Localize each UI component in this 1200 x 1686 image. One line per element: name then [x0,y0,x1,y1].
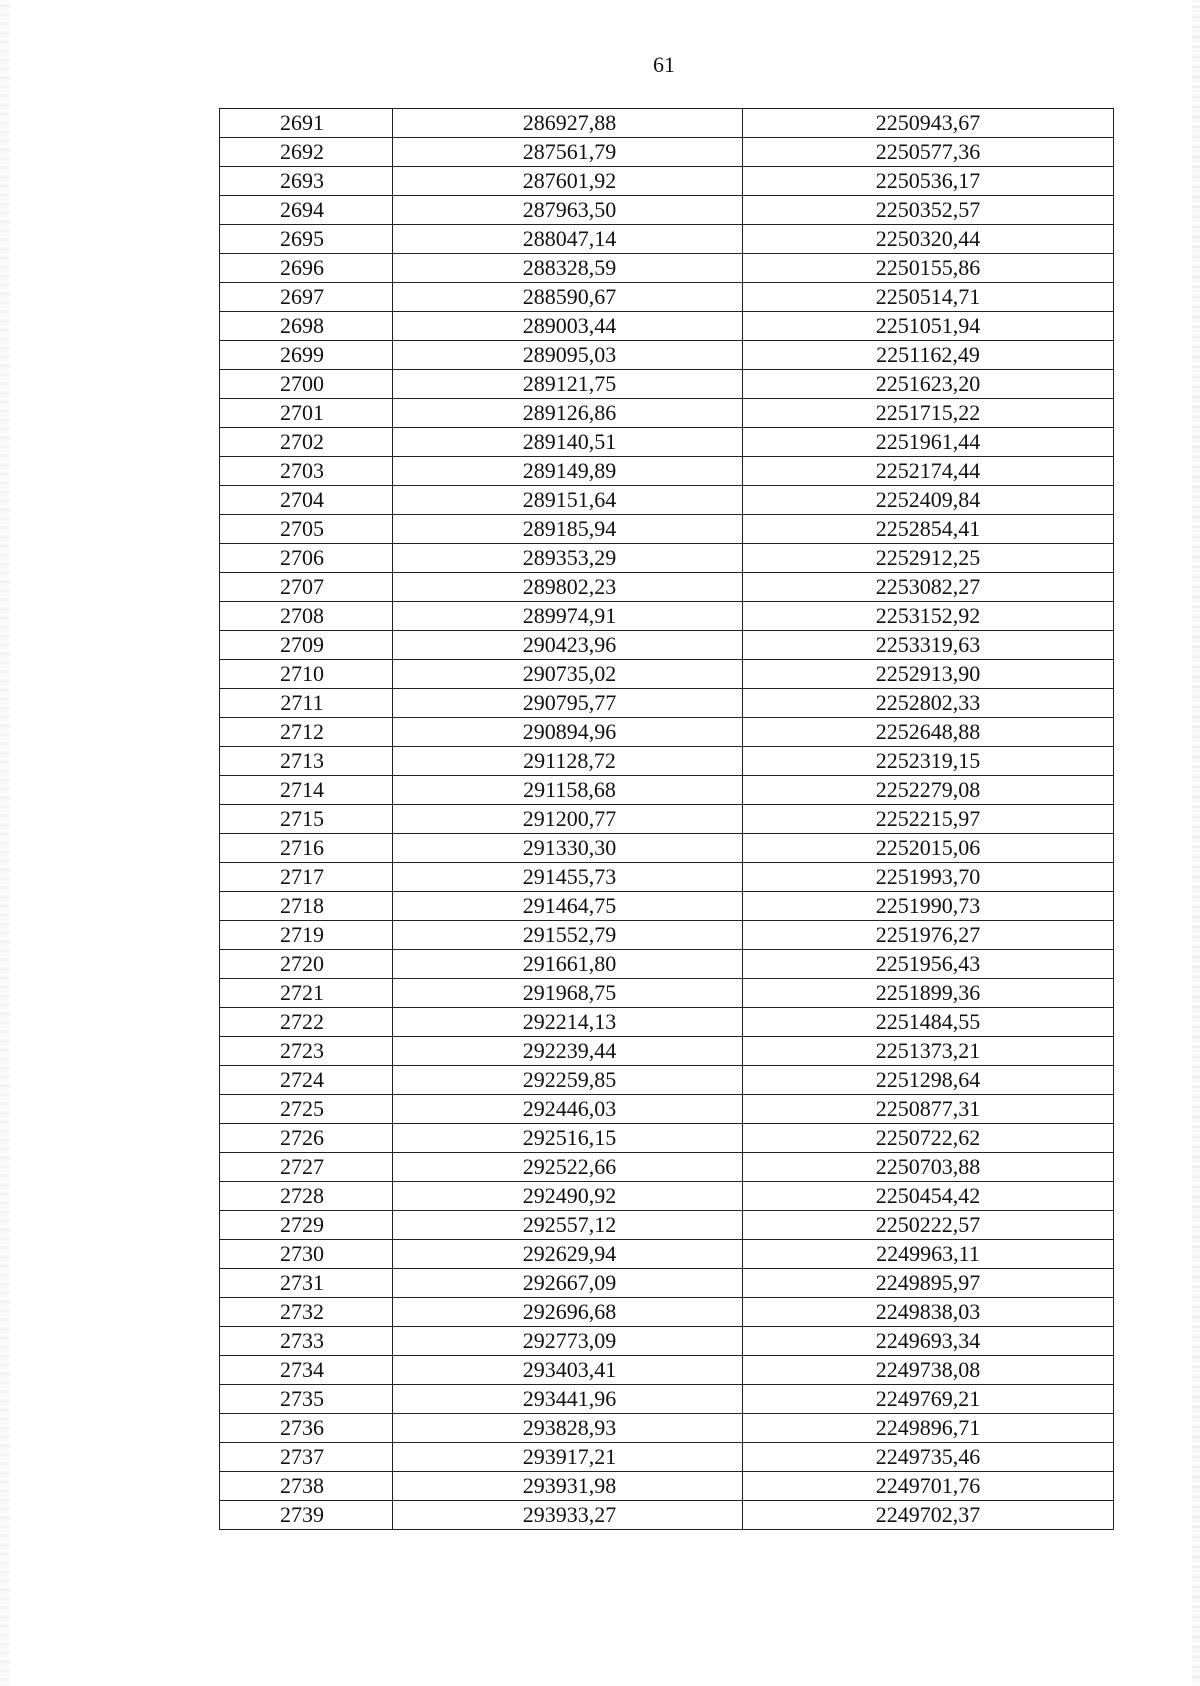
y-coordinate-cell: 2249693,34 [743,1327,1114,1356]
table-row [220,1269,1114,1298]
x-coordinate-cell: 292773,09 [393,1327,743,1356]
y-coordinate-cell: 2249895,97 [743,1269,1114,1298]
point-number-cell: 2706 [220,544,393,573]
table-row [220,1095,1114,1124]
table-row [220,312,1114,341]
point-number-cell: 2737 [220,1443,393,1472]
table-row [220,370,1114,399]
x-coordinate-cell: 289802,23 [393,573,743,602]
y-coordinate-cell: 2252648,88 [743,718,1114,747]
table-row [220,399,1114,428]
x-coordinate-cell: 292214,13 [393,1008,743,1037]
x-coordinate-cell: 289140,51 [393,428,743,457]
y-coordinate-cell: 2251956,43 [743,950,1114,979]
point-number-cell: 2712 [220,718,393,747]
y-coordinate-cell: 2249896,71 [743,1414,1114,1443]
y-coordinate-cell: 2251373,21 [743,1037,1114,1066]
point-number-cell: 2736 [220,1414,393,1443]
y-coordinate-cell: 2250536,17 [743,167,1114,196]
point-number-cell: 2700 [220,370,393,399]
y-coordinate-cell: 2251715,22 [743,399,1114,428]
x-coordinate-cell: 293441,96 [393,1385,743,1414]
table-row [220,689,1114,718]
y-coordinate-cell: 2252015,06 [743,834,1114,863]
x-coordinate-cell: 290423,96 [393,631,743,660]
point-number-cell: 2699 [220,341,393,370]
x-coordinate-cell: 288590,67 [393,283,743,312]
table-row [220,544,1114,573]
point-number-cell: 2724 [220,1066,393,1095]
point-number-cell: 2735 [220,1385,393,1414]
point-number-cell: 2697 [220,283,393,312]
y-coordinate-cell: 2250877,31 [743,1095,1114,1124]
table-row [220,1356,1114,1385]
x-coordinate-cell: 291200,77 [393,805,743,834]
table-row [220,1501,1114,1530]
y-coordinate-cell: 2251976,27 [743,921,1114,950]
x-coordinate-cell: 289126,86 [393,399,743,428]
point-number-cell: 2731 [220,1269,393,1298]
table-row [220,776,1114,805]
x-coordinate-cell: 289149,89 [393,457,743,486]
table-row [220,1182,1114,1211]
x-coordinate-cell: 291158,68 [393,776,743,805]
x-coordinate-cell: 293917,21 [393,1443,743,1472]
table-row [220,1327,1114,1356]
point-number-cell: 2722 [220,1008,393,1037]
x-coordinate-cell: 289095,03 [393,341,743,370]
table-row [220,428,1114,457]
y-coordinate-cell: 2252215,97 [743,805,1114,834]
point-number-cell: 2713 [220,747,393,776]
x-coordinate-cell: 293828,93 [393,1414,743,1443]
x-coordinate-cell: 289003,44 [393,312,743,341]
point-number-cell: 2721 [220,979,393,1008]
x-coordinate-cell: 291968,75 [393,979,743,1008]
y-coordinate-cell: 2249702,37 [743,1501,1114,1530]
x-coordinate-cell: 291330,30 [393,834,743,863]
y-coordinate-cell: 2250454,42 [743,1182,1114,1211]
table-row [220,1414,1114,1443]
table-row [220,1443,1114,1472]
table-row [220,1008,1114,1037]
point-number-cell: 2711 [220,689,393,718]
y-coordinate-cell: 2252279,08 [743,776,1114,805]
x-coordinate-cell: 289974,91 [393,602,743,631]
point-number-cell: 2695 [220,225,393,254]
point-number-cell: 2726 [220,1124,393,1153]
y-coordinate-cell: 2253082,27 [743,573,1114,602]
point-number-cell: 2725 [220,1095,393,1124]
y-coordinate-cell: 2251990,73 [743,892,1114,921]
point-number-cell: 2698 [220,312,393,341]
y-coordinate-cell: 2252912,25 [743,544,1114,573]
y-coordinate-cell: 2250722,62 [743,1124,1114,1153]
point-number-cell: 2738 [220,1472,393,1501]
y-coordinate-cell: 2250943,67 [743,109,1114,138]
coordinates-table [219,108,1114,1530]
table-row [220,1240,1114,1269]
table-row [220,863,1114,892]
x-coordinate-cell: 292696,68 [393,1298,743,1327]
table-row [220,515,1114,544]
x-coordinate-cell: 288328,59 [393,254,743,283]
table-row [220,1211,1114,1240]
point-number-cell: 2691 [220,109,393,138]
table-row [220,573,1114,602]
y-coordinate-cell: 2252913,90 [743,660,1114,689]
x-coordinate-cell: 287561,79 [393,138,743,167]
x-coordinate-cell: 290795,77 [393,689,743,718]
x-coordinate-cell: 291552,79 [393,921,743,950]
point-number-cell: 2704 [220,486,393,515]
point-number-cell: 2716 [220,834,393,863]
y-coordinate-cell: 2253152,92 [743,602,1114,631]
x-coordinate-cell: 293933,27 [393,1501,743,1530]
x-coordinate-cell: 292490,92 [393,1182,743,1211]
table-row [220,718,1114,747]
point-number-cell: 2701 [220,399,393,428]
y-coordinate-cell: 2250577,36 [743,138,1114,167]
x-coordinate-cell: 292516,15 [393,1124,743,1153]
y-coordinate-cell: 2250155,86 [743,254,1114,283]
y-coordinate-cell: 2251961,44 [743,428,1114,457]
table-row [220,341,1114,370]
point-number-cell: 2694 [220,196,393,225]
table-row [220,979,1114,1008]
y-coordinate-cell: 2252854,41 [743,515,1114,544]
x-coordinate-cell: 289151,64 [393,486,743,515]
y-coordinate-cell: 2251298,64 [743,1066,1114,1095]
y-coordinate-cell: 2252409,84 [743,486,1114,515]
point-number-cell: 2723 [220,1037,393,1066]
table-row [220,805,1114,834]
x-coordinate-cell: 286927,88 [393,109,743,138]
y-coordinate-cell: 2249963,11 [743,1240,1114,1269]
y-coordinate-cell: 2250320,44 [743,225,1114,254]
point-number-cell: 2733 [220,1327,393,1356]
table-row [220,167,1114,196]
point-number-cell: 2718 [220,892,393,921]
table-row [220,602,1114,631]
x-coordinate-cell: 287963,50 [393,196,743,225]
point-number-cell: 2714 [220,776,393,805]
table-row [220,1472,1114,1501]
x-coordinate-cell: 293931,98 [393,1472,743,1501]
table-row [220,283,1114,312]
x-coordinate-cell: 289353,29 [393,544,743,573]
table-row [220,892,1114,921]
scan-edge-left [0,0,10,1686]
table-row [220,109,1114,138]
y-coordinate-cell: 2250352,57 [743,196,1114,225]
y-coordinate-cell: 2251899,36 [743,979,1114,1008]
x-coordinate-cell: 292629,94 [393,1240,743,1269]
x-coordinate-cell: 290894,96 [393,718,743,747]
table-row [220,1037,1114,1066]
x-coordinate-cell: 291128,72 [393,747,743,776]
point-number-cell: 2703 [220,457,393,486]
x-coordinate-cell: 292446,03 [393,1095,743,1124]
point-number-cell: 2730 [220,1240,393,1269]
x-coordinate-cell: 290735,02 [393,660,743,689]
point-number-cell: 2729 [220,1211,393,1240]
y-coordinate-cell: 2249838,03 [743,1298,1114,1327]
point-number-cell: 2728 [220,1182,393,1211]
y-coordinate-cell: 2252802,33 [743,689,1114,718]
y-coordinate-cell: 2251623,20 [743,370,1114,399]
x-coordinate-cell: 289185,94 [393,515,743,544]
point-number-cell: 2734 [220,1356,393,1385]
y-coordinate-cell: 2250514,71 [743,283,1114,312]
point-number-cell: 2732 [220,1298,393,1327]
x-coordinate-cell: 292667,09 [393,1269,743,1298]
table-row [220,1153,1114,1182]
point-number-cell: 2715 [220,805,393,834]
point-number-cell: 2707 [220,573,393,602]
table-row [220,254,1114,283]
page-number: 61 [653,52,675,77]
point-number-cell: 2702 [220,428,393,457]
table-row [220,1385,1114,1414]
y-coordinate-cell: 2249769,21 [743,1385,1114,1414]
x-coordinate-cell: 288047,14 [393,225,743,254]
table-row [220,138,1114,167]
x-coordinate-cell: 292239,44 [393,1037,743,1066]
table-row [220,747,1114,776]
table-row [220,1124,1114,1153]
x-coordinate-cell: 287601,92 [393,167,743,196]
table-row [220,457,1114,486]
x-coordinate-cell: 291464,75 [393,892,743,921]
point-number-cell: 2717 [220,863,393,892]
point-number-cell: 2727 [220,1153,393,1182]
x-coordinate-cell: 292557,12 [393,1211,743,1240]
y-coordinate-cell: 2252319,15 [743,747,1114,776]
y-coordinate-cell: 2251993,70 [743,863,1114,892]
y-coordinate-cell: 2252174,44 [743,457,1114,486]
point-number-cell: 2709 [220,631,393,660]
y-coordinate-cell: 2251051,94 [743,312,1114,341]
y-coordinate-cell: 2250222,57 [743,1211,1114,1240]
x-coordinate-cell: 292522,66 [393,1153,743,1182]
table-row [220,196,1114,225]
table-row [220,1066,1114,1095]
coordinates-table-body [220,109,1114,1530]
point-number-cell: 2719 [220,921,393,950]
y-coordinate-cell: 2250703,88 [743,1153,1114,1182]
y-coordinate-cell: 2253319,63 [743,631,1114,660]
y-coordinate-cell: 2251162,49 [743,341,1114,370]
x-coordinate-cell: 291661,80 [393,950,743,979]
y-coordinate-cell: 2249701,76 [743,1472,1114,1501]
point-number-cell: 2705 [220,515,393,544]
table-row [220,950,1114,979]
point-number-cell: 2693 [220,167,393,196]
point-number-cell: 2708 [220,602,393,631]
table-row [220,921,1114,950]
y-coordinate-cell: 2251484,55 [743,1008,1114,1037]
table-row [220,486,1114,515]
x-coordinate-cell: 292259,85 [393,1066,743,1095]
y-coordinate-cell: 2249735,46 [743,1443,1114,1472]
table-row [220,225,1114,254]
x-coordinate-cell: 289121,75 [393,370,743,399]
x-coordinate-cell: 291455,73 [393,863,743,892]
point-number-cell: 2696 [220,254,393,283]
table-row [220,660,1114,689]
y-coordinate-cell: 2249738,08 [743,1356,1114,1385]
table-row [220,631,1114,660]
point-number-cell: 2692 [220,138,393,167]
table-row [220,1298,1114,1327]
point-number-cell: 2710 [220,660,393,689]
x-coordinate-cell: 293403,41 [393,1356,743,1385]
scan-edge-right [1192,0,1200,1686]
point-number-cell: 2739 [220,1501,393,1530]
point-number-cell: 2720 [220,950,393,979]
table-row [220,834,1114,863]
